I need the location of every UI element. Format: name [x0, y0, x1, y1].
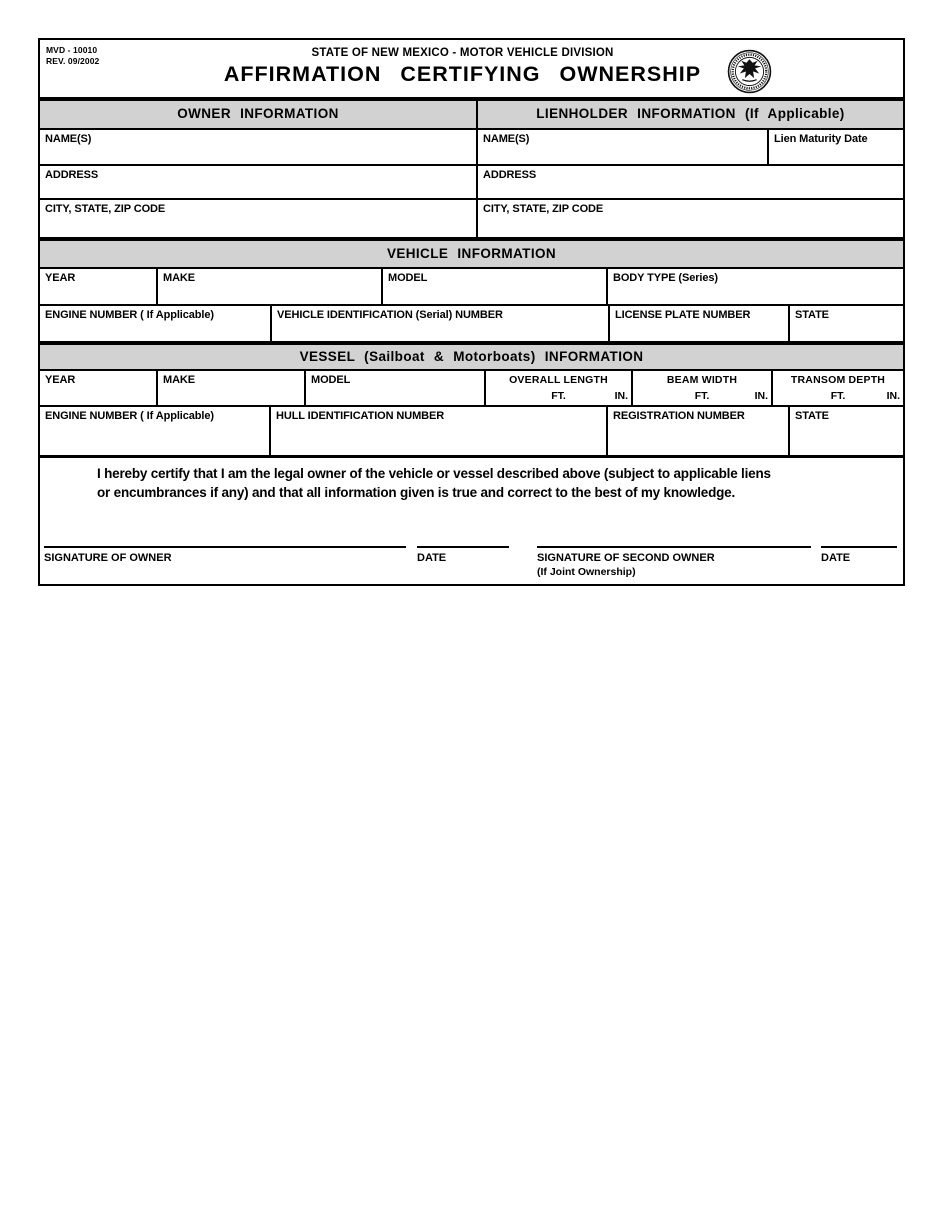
vessel-registration-number-field[interactable] [608, 407, 790, 455]
lienholder-city-state-zip-label: CITY, STATE, ZIP CODE [483, 203, 604, 215]
vessel-engine-number-field[interactable] [40, 407, 271, 455]
second-owner-signature-label: SIGNATURE OF SECOND OWNER [537, 552, 715, 564]
vehicle-vin-field[interactable] [272, 306, 610, 341]
vehicle-state-field[interactable] [790, 306, 903, 341]
vehicle-engine-number-label: ENGINE NUMBER ( If Applicable) [45, 309, 214, 321]
vehicle-body-type-label: BODY TYPE (Series) [613, 272, 718, 284]
vehicle-engine-number-field[interactable] [40, 306, 272, 341]
vessel-make-field[interactable] [158, 371, 306, 407]
vehicle-section-title: VEHICLE INFORMATION [386, 246, 557, 261]
lienholder-section-title: LIENHOLDER INFORMATION (If Applicable) [536, 106, 845, 121]
agency-name: STATE OF NEW MEXICO - MOTOR VEHICLE DIVISION [311, 47, 614, 59]
vehicle-license-plate-label: LICENSE PLATE NUMBER [615, 309, 751, 321]
lienholder-address-label: ADDRESS [483, 169, 537, 181]
vessel-engine-number-label: ENGINE NUMBER ( If Applicable) [45, 410, 214, 422]
vehicle-make-label: MAKE [163, 272, 195, 284]
vessel-overall-length-field[interactable] [486, 371, 633, 407]
owner-section-title: OWNER INFORMATION [177, 106, 339, 121]
vessel-overall-length-label: OVERALL LENGTH [509, 374, 608, 386]
certification-line1: I hereby certify that I am the legal owner of the vehicle or vessel described above (subject to applicable liens [97, 466, 771, 481]
affirmation-ownership-form [38, 38, 905, 586]
vessel-state-field[interactable] [790, 407, 903, 455]
owner-name-field[interactable] [40, 130, 478, 166]
lienholder-name-label: NAME(S) [483, 133, 530, 145]
vessel-state-label: STATE [795, 410, 829, 422]
owner-name-label: NAME(S) [45, 133, 92, 145]
second-owner-date-line[interactable] [821, 546, 897, 548]
overall-length-ft-label: FT. [551, 390, 566, 402]
vehicle-make-field[interactable] [158, 269, 383, 306]
lien-maturity-date-label: Lien Maturity Date [774, 133, 868, 145]
vessel-hull-id-label: HULL IDENTIFICATION NUMBER [276, 410, 445, 422]
owner-date-label: DATE [417, 552, 447, 564]
divider-vessel-certification [40, 455, 903, 458]
beam-width-ft-label: FT. [694, 390, 710, 402]
vehicle-model-field[interactable] [383, 269, 608, 306]
vehicle-model-label: MODEL [388, 272, 428, 284]
owner-date-line[interactable] [417, 546, 509, 548]
vehicle-license-plate-field[interactable] [610, 306, 790, 341]
certification-statement [97, 464, 869, 502]
vessel-year-label: YEAR [45, 374, 76, 386]
vessel-beam-width-label: BEAM WIDTH [666, 374, 738, 386]
lien-maturity-date-field[interactable] [769, 130, 903, 166]
vehicle-body-type-field[interactable] [608, 269, 903, 306]
vehicle-section-header [40, 241, 903, 269]
form-header [40, 40, 903, 97]
beam-width-in-label: IN. [754, 390, 768, 402]
vehicle-state-label: STATE [795, 309, 829, 321]
lienholder-section-header [478, 101, 903, 130]
lienholder-name-field[interactable] [478, 130, 769, 166]
owner-signature-line[interactable] [44, 546, 406, 548]
form-number: MVD - 10010 [46, 45, 98, 55]
vessel-section-header [40, 345, 903, 371]
vessel-transom-depth-field[interactable] [773, 371, 903, 407]
vessel-hull-id-field[interactable] [271, 407, 608, 455]
form-title: AFFIRMATION CERTIFYING OWNERSHIP [223, 62, 702, 86]
vessel-year-field[interactable] [40, 371, 158, 407]
overall-length-in-label: IN. [614, 390, 628, 402]
vessel-make-label: MAKE [163, 374, 195, 386]
vehicle-vin-label: VEHICLE IDENTIFICATION (Serial) NUMBER [277, 309, 503, 321]
owner-address-field[interactable] [40, 166, 478, 200]
certification-line2: or encumbrances if any) and that all information given is true and correct to the best of my knowledge. [97, 485, 736, 500]
owner-signature-label: SIGNATURE OF OWNER [44, 552, 172, 564]
vessel-beam-width-field[interactable] [633, 371, 773, 407]
joint-ownership-label: (If Joint Ownership) [537, 566, 636, 578]
second-owner-date-label: DATE [821, 552, 851, 564]
owner-address-label: ADDRESS [45, 169, 99, 181]
vessel-registration-number-label: REGISTRATION NUMBER [613, 410, 745, 422]
transom-depth-in-label: IN. [886, 390, 900, 402]
state-seal-icon [727, 49, 772, 94]
vessel-transom-depth-label: TRANSOM DEPTH [790, 374, 886, 386]
vehicle-year-label: YEAR [45, 272, 76, 284]
owner-section-header [40, 101, 478, 130]
vessel-model-label: MODEL [311, 374, 351, 386]
lienholder-address-field[interactable] [478, 166, 903, 200]
owner-city-state-zip-field[interactable] [40, 200, 478, 237]
transom-depth-ft-label: FT. [830, 390, 846, 402]
owner-city-state-zip-label: CITY, STATE, ZIP CODE [45, 203, 166, 215]
lienholder-city-state-zip-field[interactable] [478, 200, 903, 237]
second-owner-signature-line[interactable] [537, 546, 811, 548]
vehicle-year-field[interactable] [40, 269, 158, 306]
form-revision: REV. 09/2002 [46, 55, 100, 66]
vessel-section-title: VESSEL (Sailboat & Motorboats) INFORMATION [299, 349, 644, 364]
vessel-model-field[interactable] [306, 371, 486, 407]
